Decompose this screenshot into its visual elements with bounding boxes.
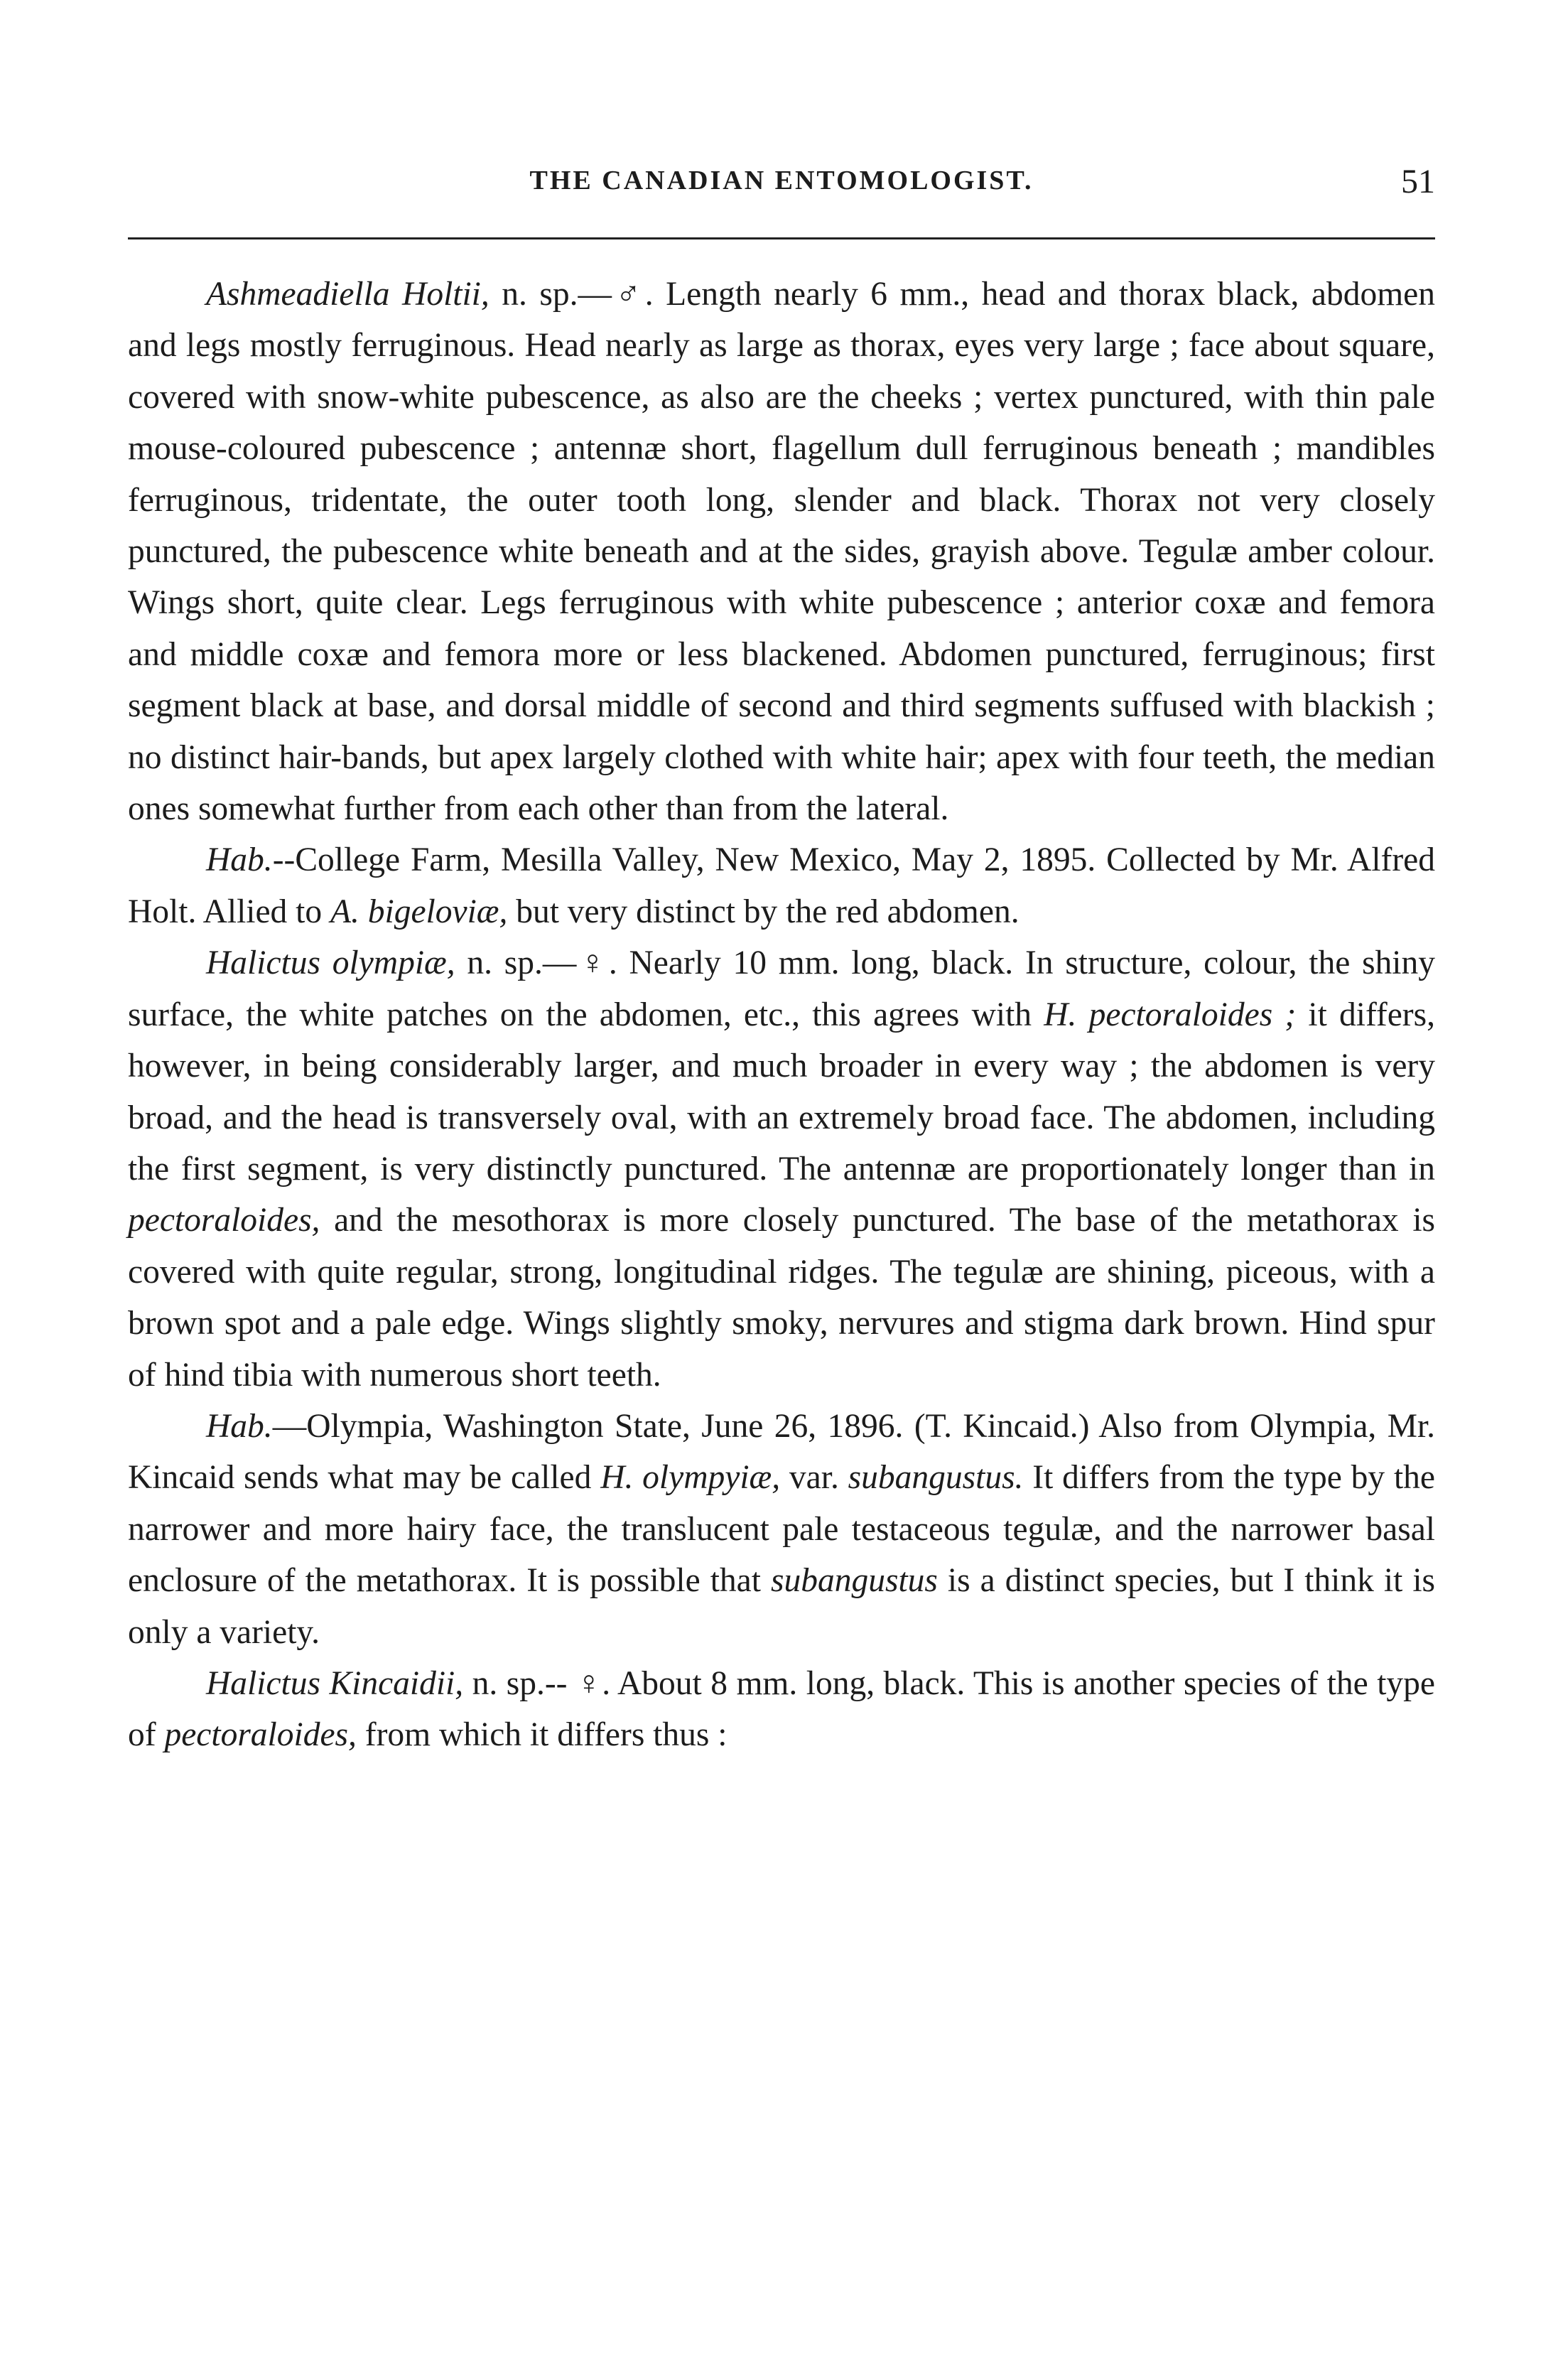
header-rule <box>128 237 1435 239</box>
paragraph-habitat-1 <box>128 834 1435 937</box>
italic-taxon: subangustus. <box>848 1459 1024 1497</box>
italic-taxon: A. bigeloviæ, <box>330 893 508 930</box>
italic-taxon: subangustus <box>770 1562 938 1600</box>
paragraph-text: but very distinct by the red abdomen. <box>507 893 1020 930</box>
habitat-label: Hab. <box>206 841 273 879</box>
paragraph-text: n. sp.-- ♀. About 8 mm. long, black. This is another species of the type of <box>128 1664 1436 1754</box>
paragraph-text: is a distinct species, but I think it is only a variety. <box>128 1562 1436 1651</box>
paragraph-text: from which it differs thus : <box>356 1716 728 1754</box>
page-header <box>128 165 1435 208</box>
habitat-label: Hab. <box>206 1407 273 1445</box>
italic-taxon: H. pectoraloides ; <box>1044 996 1297 1033</box>
running-title: THE CANADIAN ENTOMOLOGIST. <box>529 166 1034 195</box>
species-name: Ashmeadiella Holtii, <box>206 276 490 313</box>
paragraph-text: and the mesothorax is more closely punctured. The base of the metathorax is covered with quite regular, strong, longitudinal ridges. The tegulæ are shining, piceous, with a brown spot and a pale edge. Wings slightly smoky, nervures and stigma dark brown. Hind spur of hind tibia with numerous short teeth. <box>128 1202 1435 1394</box>
paragraph-text: It differs from the type by the narrower and more hairy face, the translucent pale testaceous tegulæ, and the narrower basal enclosure of the metathorax. It is possible that <box>128 1459 1435 1600</box>
paragraph-text: it differs, however, in being considerably larger, and much broader in every way ; the abdomen is very broad, and the head is transversely oval, with an extremely broad face. The abdomen, including the first segment, is very distinctly punctured. The antennæ are proportionately longer than in <box>128 996 1435 1188</box>
species-name: Halictus olympiæ, <box>206 944 455 982</box>
paragraph-ashmeadiella-holtii <box>128 269 1435 834</box>
paragraph-halictus-olympiae <box>128 937 1435 1401</box>
page-number: 51 <box>1401 163 1435 200</box>
italic-taxon: pectoraloides, <box>164 1716 357 1754</box>
paragraph-text: n. sp.—♀. Nearly 10 mm. long, black. In structure, colour, the shiny surface, the white patches on the abdomen, etc., this agrees with <box>128 944 1435 1033</box>
paragraph-habitat-2 <box>128 1401 1435 1658</box>
italic-taxon: H. olympyiæ, <box>600 1459 781 1497</box>
article-body <box>128 269 1435 1761</box>
paragraph-text: --College Farm, Mesilla Valley, New Mexico, May 2, 1895. Collected by Mr. Alfred Holt. Allied to <box>128 841 1435 930</box>
italic-taxon: pectoraloides, <box>128 1202 320 1239</box>
paragraph-text: var. <box>780 1459 848 1497</box>
paragraph-halictus-kincaidii <box>128 1658 1435 1761</box>
paragraph-text: —Olympia, Washington State, June 26, 1896. (T. Kincaid.) Also from Olympia, Mr. Kincaid sends what may be called <box>128 1407 1435 1497</box>
species-name: Halictus Kincaidii, <box>206 1664 464 1702</box>
paragraph-text: n. sp.—♂. Length nearly 6 mm., head and thorax black, abdomen and legs mostly ferruginous. Head nearly as large as thorax, eyes very large ; face about square, covered with snow-white pubescence, as also are the cheeks ; vertex punctured, with thin pale mouse-coloured pubescence ; antennæ short, flagellum dull ferruginous beneath ; mandibles ferruginous, tridentate, the outer tooth long, slender and black. Thorax not very closely punctured, the pubescence white beneath and at the sides, grayish above. Tegulæ amber colour. Wings short, quite clear. Legs ferruginous with white pubescence ; anterior coxæ and femora and middle coxæ and femora more or less blackened. Abdomen punctured, ferruginous; first segment black at base, and dorsal middle of second and third segments suffused with blackish ; no distinct hair-bands, but apex largely clothed with white hair; apex with four teeth, the median ones somewhat further from each other than from the lateral. <box>128 276 1435 828</box>
